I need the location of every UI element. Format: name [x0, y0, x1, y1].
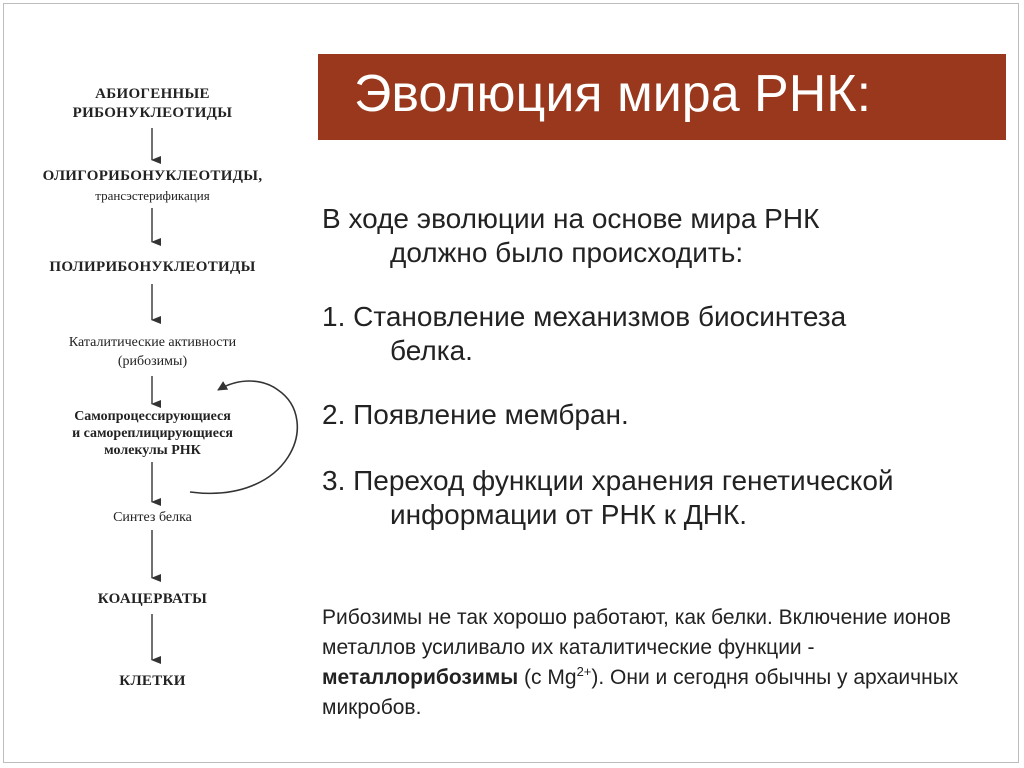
- node-abiogenic-line2: РИБОНУКЛЕОТИДЫ: [72, 105, 233, 121]
- node-self-replicating: [0, 408, 305, 459]
- note-part1: Рибозимы не так хорошо работают, как белки. Включение ионов металлов усиливало их каталитические функции -: [322, 606, 951, 659]
- item3-line2: информации от РНК к ДНК.: [390, 499, 748, 530]
- node-poly-line1: ПОЛИРИБОНУКЛЕОТИДЫ: [49, 259, 256, 275]
- item3-line1: 3. Переход функции хранения генетической: [322, 465, 894, 496]
- node-oligo-line2: трансэстерификация: [95, 188, 210, 203]
- item2-line1: 2. Появление мембран.: [322, 399, 629, 430]
- node-self-line2: и самореплицирующиеся: [72, 426, 233, 441]
- node-protein-synthesis: [0, 508, 305, 527]
- list-item-3: [322, 464, 894, 532]
- node-protein-line1: Синтез белка: [113, 510, 192, 525]
- title-banner: [318, 54, 1006, 140]
- node-coacervates-line1: КОАЦЕРВАТЫ: [97, 591, 208, 607]
- node-poly: [0, 258, 305, 277]
- node-cells: [0, 672, 305, 691]
- node-catalytic-line2: (рибозимы): [117, 354, 188, 369]
- node-abiogenic: [0, 85, 305, 123]
- node-coacervates: [0, 590, 305, 609]
- note-part3: ). Они и сегодня обычны у архаичных микробов.: [322, 666, 959, 719]
- node-oligo: [0, 167, 305, 205]
- note-superscript: 2+: [576, 664, 592, 679]
- intro-line1: В ходе эволюции на основе мира РНК: [322, 203, 820, 234]
- note-bold-term: металлорибозимы: [322, 666, 519, 689]
- node-catalytic: [0, 333, 305, 371]
- node-cells-line1: КЛЕТКИ: [119, 673, 186, 689]
- list-item-1: [322, 300, 846, 368]
- note-part2: (с Mg: [518, 666, 577, 689]
- node-self-line3: молекулы РНК: [104, 443, 201, 458]
- list-item-2: [322, 398, 629, 432]
- item1-line1: 1. Становление механизмов биосинтеза: [322, 301, 847, 332]
- item1-line2: белка.: [390, 335, 473, 366]
- page-title: Эволюция мира РНК:: [354, 65, 872, 123]
- node-catalytic-line1: Каталитические активности: [68, 335, 237, 350]
- node-oligo-line1: ОЛИГОРИБОНУКЛЕОТИДЫ,: [42, 168, 263, 184]
- intro-line2: должно было происходить:: [390, 237, 744, 268]
- node-abiogenic-line1: АБИОГЕННЫЕ: [95, 86, 210, 102]
- intro-text: [322, 202, 819, 270]
- node-self-line1: Самопроцессирующиеся: [74, 409, 231, 424]
- ribozyme-note: [322, 603, 1012, 723]
